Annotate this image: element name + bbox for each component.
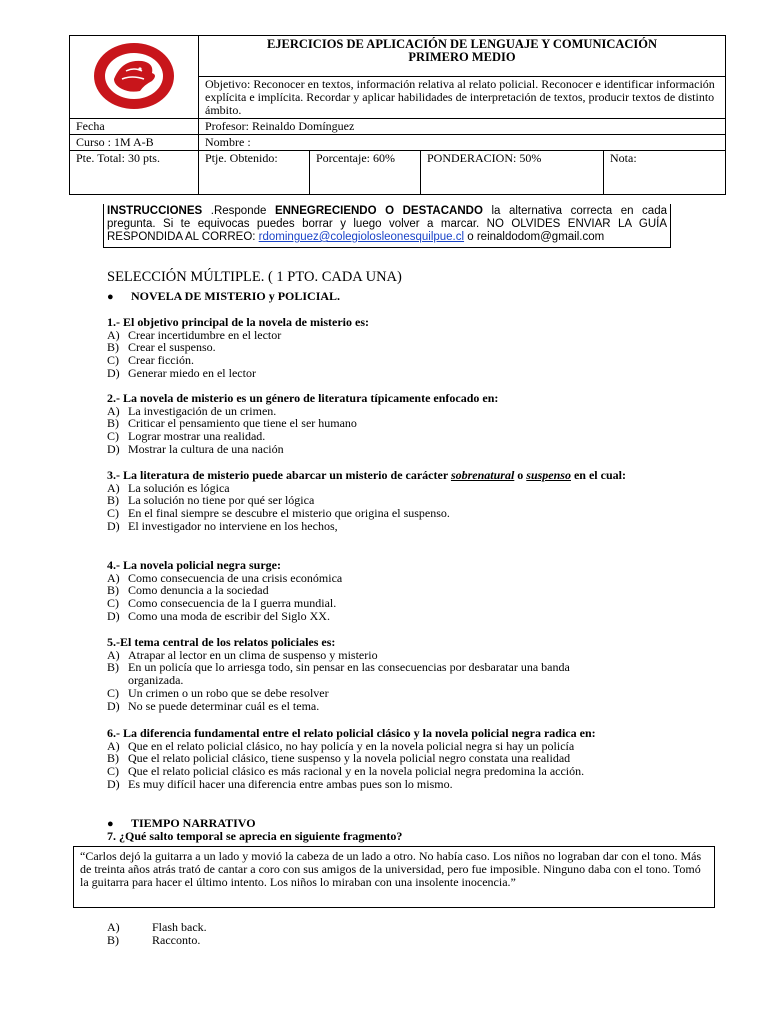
option-text: En el final siempre se descubre el misterio que origina el suspenso. [128, 506, 450, 521]
nombre-cell[interactable] [199, 135, 726, 151]
option-text: Crear el suspenso. [128, 340, 216, 355]
option-letter: A) [107, 480, 120, 495]
option-d[interactable] [107, 778, 663, 791]
option-d[interactable] [107, 367, 667, 380]
option-text: El investigador no interviene en los hechos, [128, 518, 338, 533]
option-text: Racconto. [152, 932, 201, 947]
profesor-label: Profesor: Reinaldo Domínguez [205, 119, 355, 133]
option-letter: A) [107, 647, 120, 662]
question-title: 2.- La novela de misterio es un género de literatura típicamente enfocado en: [107, 391, 499, 405]
option-text: Es muy difícil hacer una diferencia entre ambas pues son lo mismo. [128, 776, 453, 791]
option-text: La solución no tiene por qué ser lógica [128, 493, 315, 508]
option-text: Como consecuencia de una crisis económica [128, 570, 343, 585]
option-letter: C) [107, 506, 119, 521]
option-letter: A) [107, 738, 120, 753]
objective-cell [199, 77, 726, 119]
pte-total-label: Pte. Total: 30 pts. [76, 151, 160, 165]
logo-cell [70, 36, 199, 119]
option-text: Como denuncia a la sociedad [128, 583, 269, 598]
instructions-label: INSTRUCCIONES [107, 205, 203, 217]
option-text: En un policía que lo arriesga todo, sin pensar en las consecuencias por desbaratar una banda [128, 660, 570, 675]
question-title-part-2: o [514, 468, 527, 482]
option-letter: C) [107, 353, 119, 368]
option-text: No se puede determinar cuál es el tema. [128, 698, 320, 713]
question-5 [107, 636, 677, 712]
option-letter: D) [107, 518, 120, 533]
option-b-continuation: organizada. [128, 673, 184, 688]
option-letter: C) [107, 685, 119, 700]
ponderacion-label: PONDERACION: 50% [427, 151, 542, 165]
instructions-text-1: .Responde [202, 205, 275, 217]
nombre-label: Nombre : [205, 135, 251, 149]
title-line-1: EJERCICIOS DE APLICACIÓN DE LENGUAJE Y COMUNICACIÓN [266, 37, 658, 51]
option-text: Que en el relato policial clásico, no hay policía y en la novela policial negra si hay un policía [128, 738, 575, 753]
option-letter: B) [107, 493, 119, 508]
option-letter: D) [107, 441, 120, 456]
school-logo-icon [92, 41, 176, 111]
keyword-suspenso: suspenso [526, 468, 571, 482]
option-b[interactable] [107, 934, 207, 947]
option-text: Un crimen o un robo que se debe resolver [128, 685, 329, 700]
question-title: 1.- El objetivo principal de la novela de misterio es: [107, 315, 369, 329]
option-letter: C) [107, 596, 119, 611]
subsection-tiempo-label: TIEMPO NARRATIVO [131, 816, 256, 830]
instructions-bold-1: ENNEGRECIENDO O DESTACANDO [274, 205, 483, 217]
porcentaje-label: Porcentaje: 60% [316, 151, 395, 165]
nota-cell[interactable] [604, 151, 726, 195]
ptje-obtenido-label: Ptje. Obtenido: [205, 151, 278, 165]
fragment-box [73, 846, 715, 908]
option-text: Criticar el pensamiento que tiene el ser humano [128, 416, 357, 431]
option-text: Como una moda de escribir del Siglo XX. [128, 608, 330, 623]
option-b[interactable] [107, 661, 677, 674]
ponderacion-cell [421, 151, 604, 195]
question-title: 4.- La novela policial negra surge: [107, 558, 281, 572]
option-d[interactable] [107, 700, 677, 713]
document-title [199, 36, 726, 77]
option-letter: B) [107, 932, 119, 947]
option-text: La solución es lógica [128, 480, 230, 495]
profesor-cell [199, 119, 726, 135]
email-link[interactable]: rdominguez@colegiolosleonesquilpue.cl [258, 231, 465, 243]
option-text: Flash back. [152, 920, 207, 934]
instructions-box [103, 204, 671, 248]
option-letter: B) [107, 751, 119, 766]
question-title-part-1: 3.- La literatura de misterio puede abarcar un misterio de carácter [107, 468, 451, 482]
option-text: Crear ficción. [128, 353, 194, 368]
ptje-obtenido-cell[interactable] [199, 151, 310, 195]
question-6 [107, 727, 663, 791]
bullet-icon: ● [107, 818, 114, 830]
bullet-icon: ● [107, 291, 114, 303]
question-2 [107, 392, 667, 456]
instructions-text-3: o reinaldodom@gmail.com [464, 231, 605, 243]
pte-total-cell [70, 151, 199, 195]
option-text: Atrapar al lector en un clima de suspenso y misterio [128, 647, 378, 662]
question-4 [107, 559, 667, 623]
option-letter: C) [107, 764, 119, 779]
option-letter: A) [107, 403, 120, 418]
question-3 [107, 469, 663, 533]
option-letter: D) [107, 698, 120, 713]
subsection-novela [107, 289, 340, 304]
option-d[interactable] [107, 610, 667, 623]
option-letter: B) [107, 416, 119, 431]
fragment-text: “Carlos dejó la guitarra a un lado y movió la cabeza de un lado a otro. No había caso. Los niños no lograban dar con el tono. Más de treinta años atrás trató de cantar a coro con sus amigos de la universidad, pero fue imposible. Ninguno daba con el tono. Tomó la guitarra para hacer el último intento. Los niños lo miraban con una insolente inocencia.” [80, 849, 702, 889]
option-letter: A) [107, 920, 120, 934]
fecha-label: Fecha [76, 119, 105, 133]
porcentaje-cell [310, 151, 421, 195]
question-7 [107, 830, 402, 843]
objective-text: Objetivo: Reconocer en textos, información relativa al relato policial. Reconocer e identificar información explícita e implícita. Recordar y aplicar habilidades de interpretación de textos, producir textos de distinto ámbito. [205, 77, 715, 117]
option-letter: D) [107, 776, 120, 791]
question-title: 5.-El tema central de los relatos policiales es: [107, 635, 336, 649]
option-letter: D) [107, 608, 120, 623]
nota-label: Nota: [610, 151, 637, 165]
question-title-part-3: en el cual: [570, 468, 626, 482]
question-7-options [107, 921, 207, 946]
option-text: Generar miedo en el lector [128, 365, 256, 380]
option-letter: B) [107, 340, 119, 355]
option-d[interactable] [107, 443, 667, 456]
option-text: La investigación de un crimen. [128, 403, 277, 418]
option-text: Que el relato policial clásico es más racional y en la novela policial negra predomina la acción. [128, 764, 585, 779]
curso-cell [70, 135, 199, 151]
title-line-2: PRIMERO MEDIO [408, 50, 516, 64]
option-text: Crear incertidumbre en el lector [128, 327, 282, 342]
option-letter: D) [107, 365, 120, 380]
question-title: 7. ¿Qué salto temporal se aprecia en siguiente fragmento? [107, 829, 403, 843]
question-1 [107, 316, 667, 380]
option-letter: B) [107, 583, 119, 598]
curso-label: Curso : 1M A-B [76, 135, 154, 149]
option-text: Que el relato policial clásico, tiene suspenso y la novela policial negro constata una realidad [128, 751, 571, 766]
subsection-novela-label: NOVELA DE MISTERIO y POLICIAL. [131, 289, 341, 303]
section-title: SELECCIÓN MÚLTIPLE. ( 1 PTO. CADA UNA) [107, 269, 402, 285]
option-letter: A) [107, 327, 120, 342]
option-letter: A) [107, 570, 120, 585]
option-letter: B) [107, 660, 119, 675]
option-text: Mostrar la cultura de una nación [128, 441, 284, 456]
keyword-sobrenatural: sobrenatural [450, 468, 515, 482]
fecha-cell [70, 119, 199, 135]
question-title: 6.- La diferencia fundamental entre el relato policial clásico y la novela policial negra radica en: [107, 726, 596, 740]
option-letter: C) [107, 429, 119, 444]
instructions-text-2: la alternativa correcta en cada pregunta. Si te equivocas puedes borrar y luego volver a marcar. NO OLVIDES ENVIAR LA GUÍA RESPONDIDA AL CORREO: [107, 205, 667, 243]
option-text: Lograr mostrar una realidad. [128, 429, 266, 444]
header-table [69, 35, 726, 195]
option-d[interactable] [107, 520, 663, 533]
option-text: Como consecuencia de la I guerra mundial. [128, 596, 337, 611]
